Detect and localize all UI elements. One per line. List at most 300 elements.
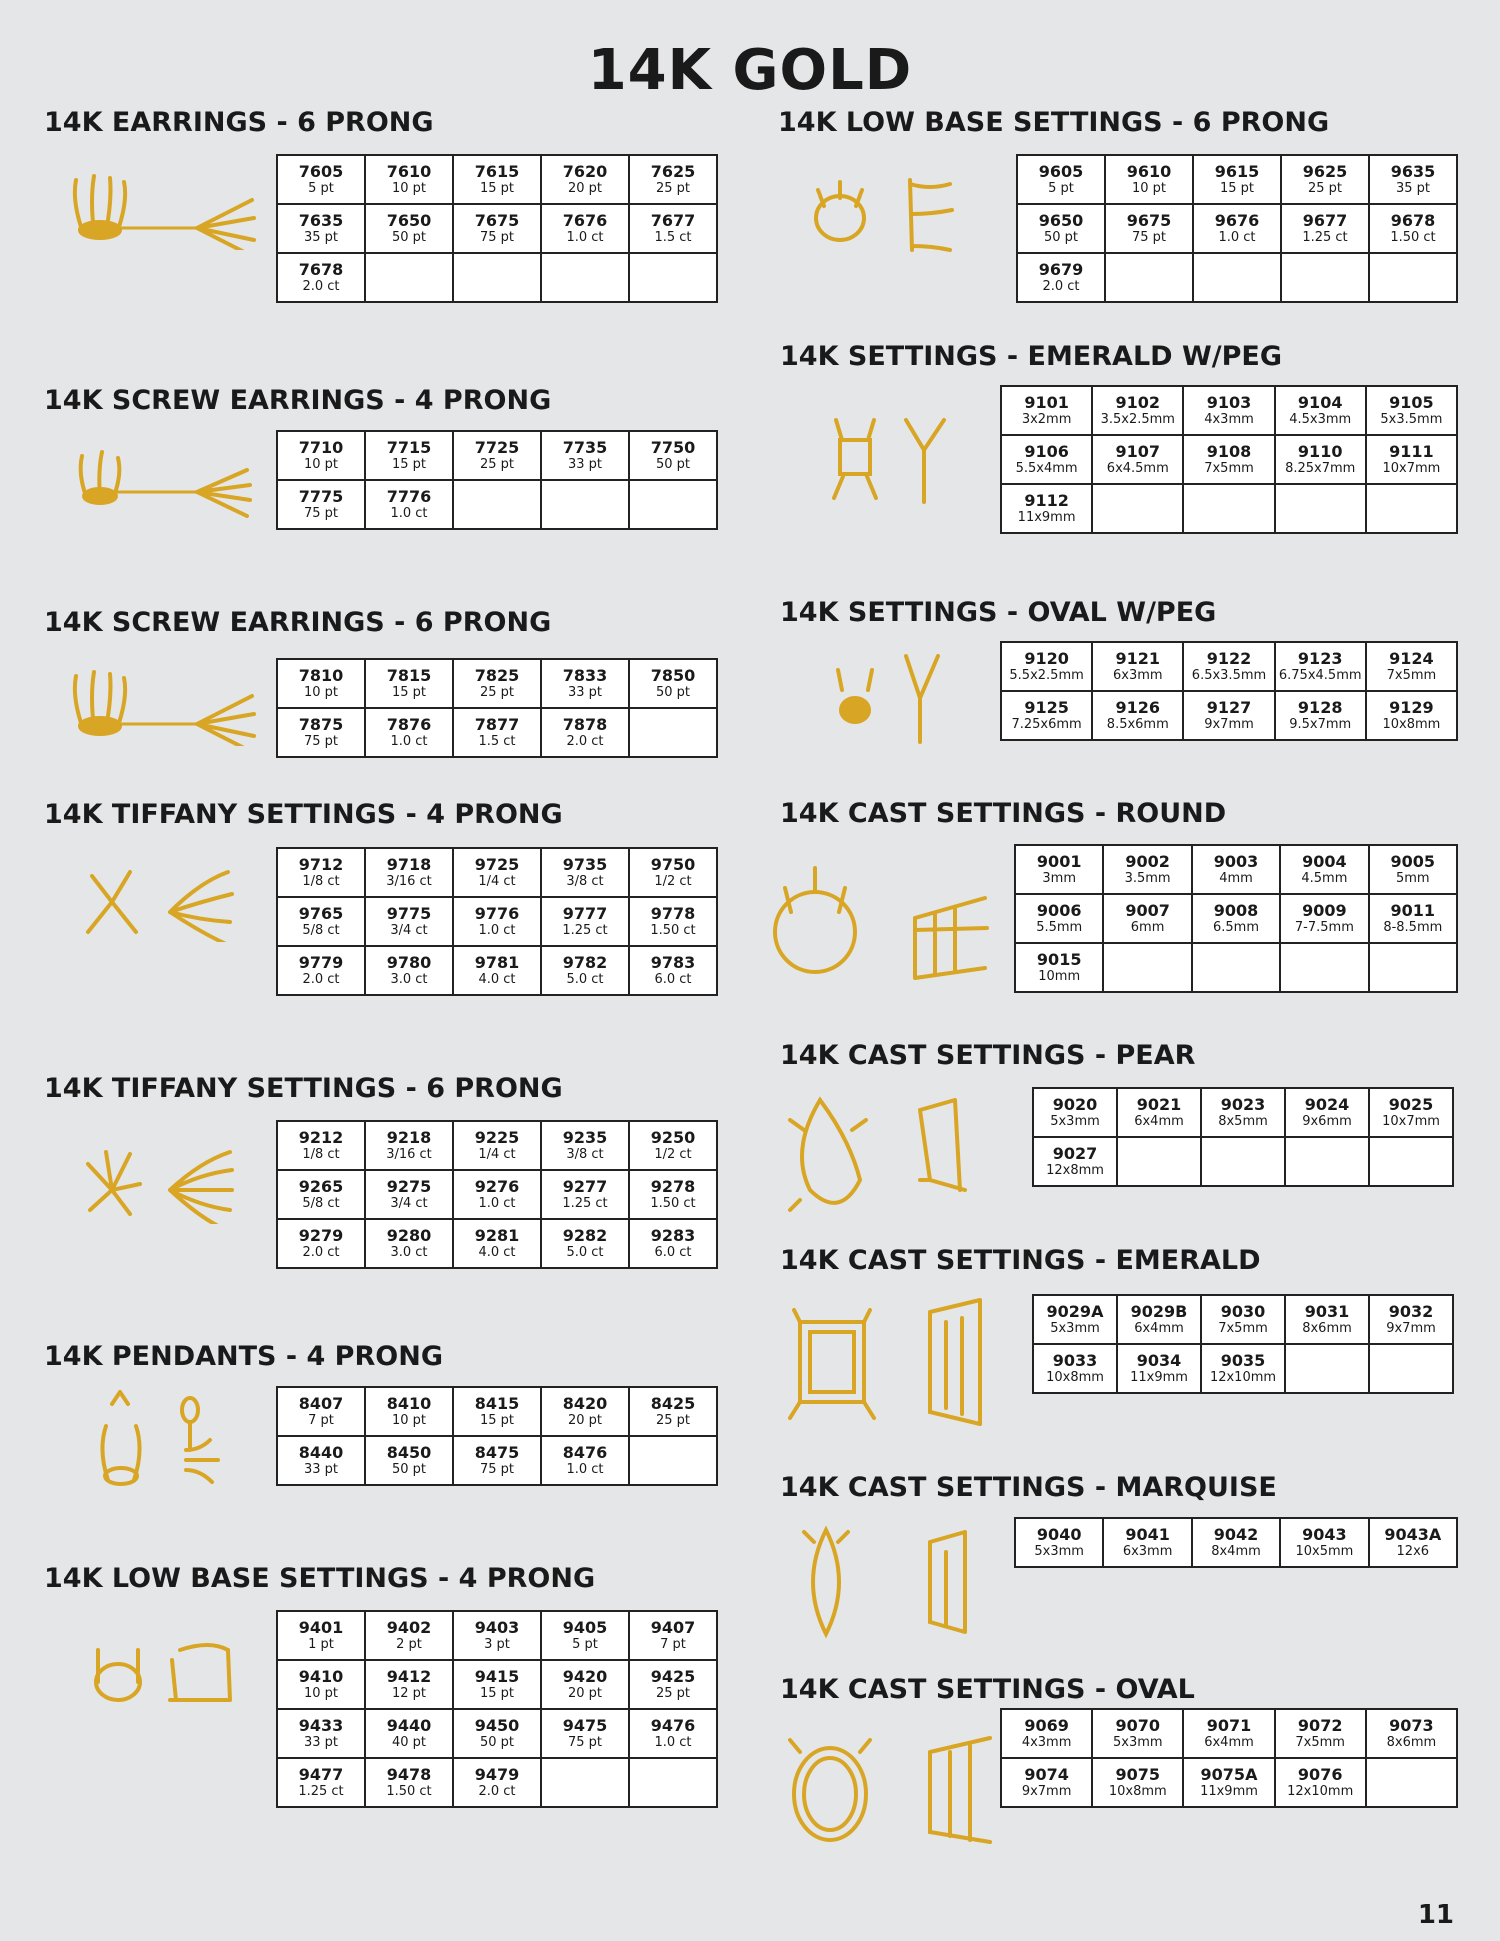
item-size: 8.25x7mm bbox=[1285, 461, 1356, 476]
product-cell bbox=[1002, 436, 1093, 485]
product-cell bbox=[366, 660, 454, 709]
product-cell bbox=[366, 709, 454, 758]
item-size: 20 pt bbox=[567, 1686, 603, 1701]
product-cell bbox=[1367, 692, 1458, 741]
product-cell bbox=[1104, 846, 1192, 895]
item-size: 75 pt bbox=[1131, 230, 1167, 245]
product-cell bbox=[1184, 436, 1275, 485]
empty-cell bbox=[542, 254, 630, 303]
section-title: 14K SETTINGS - EMERALD W/PEG bbox=[780, 341, 1282, 372]
item-number: 9712 bbox=[298, 855, 344, 874]
item-number: 8450 bbox=[386, 1443, 432, 1462]
item-number: 9128 bbox=[1297, 698, 1343, 717]
gold-setting-photo bbox=[790, 1522, 990, 1656]
section-title: 14K PENDANTS - 4 PRONG bbox=[44, 1341, 443, 1372]
gold-setting-photo bbox=[765, 858, 995, 1002]
item-number: 9425 bbox=[650, 1667, 696, 1686]
item-size: 3.5x2.5mm bbox=[1100, 412, 1175, 427]
product-cell bbox=[1016, 944, 1104, 993]
item-size: 9x7mm bbox=[1204, 717, 1254, 732]
empty-cell bbox=[1286, 1138, 1370, 1187]
product-cell bbox=[1281, 1519, 1369, 1568]
item-number: 9102 bbox=[1115, 393, 1161, 412]
item-size: 4.5x3mm bbox=[1289, 412, 1352, 427]
item-number: 9041 bbox=[1125, 1525, 1170, 1544]
item-size: 1/4 ct bbox=[478, 1147, 516, 1162]
product-cell bbox=[366, 1759, 454, 1808]
empty-cell bbox=[630, 1437, 718, 1486]
item-number: 9004 bbox=[1302, 852, 1347, 871]
item-size: 5.5x4mm bbox=[1015, 461, 1078, 476]
product-cell bbox=[630, 660, 718, 709]
item-number: 9110 bbox=[1297, 442, 1343, 461]
empty-cell bbox=[542, 1759, 630, 1808]
item-size: 10 pt bbox=[1131, 181, 1167, 196]
product-table bbox=[1000, 641, 1458, 741]
product-cell bbox=[454, 947, 542, 996]
item-size: 10x7mm bbox=[1382, 461, 1441, 476]
product-cell bbox=[630, 1388, 718, 1437]
item-size: 25 pt bbox=[1307, 181, 1343, 196]
item-number: 9282 bbox=[562, 1226, 608, 1245]
item-size: 2.0 ct bbox=[1042, 279, 1080, 294]
product-cell bbox=[1276, 387, 1367, 436]
item-number: 7735 bbox=[562, 438, 608, 457]
item-number: 7610 bbox=[386, 162, 432, 181]
item-size: 8x4mm bbox=[1211, 1544, 1261, 1559]
item-size: 5.5mm bbox=[1036, 920, 1083, 935]
item-size: 25 pt bbox=[655, 1413, 691, 1428]
product-cell bbox=[366, 1220, 454, 1269]
gold-setting-photo bbox=[780, 1292, 1000, 1436]
product-cell bbox=[366, 1388, 454, 1437]
product-cell bbox=[1276, 643, 1367, 692]
item-number: 9108 bbox=[1206, 442, 1252, 461]
item-size: 10 pt bbox=[391, 181, 427, 196]
item-size: 75 pt bbox=[479, 1462, 515, 1477]
product-cell bbox=[542, 849, 630, 898]
product-cell bbox=[1002, 643, 1093, 692]
section-title: 14K SCREW EARRINGS - 4 PRONG bbox=[44, 385, 552, 416]
product-cell bbox=[278, 1759, 366, 1808]
item-number: 9225 bbox=[474, 1128, 520, 1147]
item-size: 4.0 ct bbox=[478, 1245, 516, 1260]
item-number: 9781 bbox=[474, 953, 520, 972]
item-size: 6.5mm bbox=[1212, 920, 1259, 935]
product-cell bbox=[278, 947, 366, 996]
section-title: 14K CAST SETTINGS - MARQUISE bbox=[780, 1472, 1277, 1503]
item-size: 5x3.5mm bbox=[1380, 412, 1443, 427]
item-size: 7 pt bbox=[308, 1413, 334, 1428]
item-number: 9129 bbox=[1389, 698, 1434, 717]
item-size: 5x3mm bbox=[1050, 1114, 1100, 1129]
product-cell bbox=[542, 1437, 630, 1486]
gold-setting-photo bbox=[80, 862, 250, 946]
empty-cell bbox=[542, 481, 630, 530]
product-cell bbox=[454, 432, 542, 481]
gold-setting-photo bbox=[62, 440, 262, 524]
item-size: 5.5x2.5mm bbox=[1009, 668, 1084, 683]
item-number: 9121 bbox=[1115, 649, 1161, 668]
product-cell bbox=[1002, 387, 1093, 436]
item-size: 1.0 ct bbox=[478, 923, 516, 938]
item-number: 9410 bbox=[298, 1667, 344, 1686]
product-cell bbox=[366, 947, 454, 996]
item-size: 1.25 ct bbox=[562, 1196, 608, 1211]
product-cell bbox=[1093, 1759, 1184, 1808]
item-number: 9405 bbox=[562, 1618, 608, 1637]
item-size: 8x6mm bbox=[1386, 1735, 1437, 1750]
product-cell bbox=[454, 709, 542, 758]
product-cell bbox=[454, 1122, 542, 1171]
item-number: 8410 bbox=[386, 1394, 432, 1413]
item-number: 9450 bbox=[474, 1716, 520, 1735]
product-cell bbox=[1193, 895, 1281, 944]
product-cell bbox=[278, 1122, 366, 1171]
item-number: 7725 bbox=[474, 438, 520, 457]
item-size: 2 pt bbox=[396, 1637, 422, 1652]
item-size: 9x6mm bbox=[1302, 1114, 1352, 1129]
item-number: 9124 bbox=[1389, 649, 1434, 668]
item-number: 9023 bbox=[1220, 1095, 1266, 1114]
product-cell bbox=[542, 1220, 630, 1269]
item-number: 9007 bbox=[1125, 901, 1170, 920]
section-title: 14K SETTINGS - OVAL W/PEG bbox=[780, 597, 1217, 628]
item-number: 9030 bbox=[1220, 1302, 1266, 1321]
item-number: 9440 bbox=[386, 1716, 432, 1735]
item-size: 2.0 ct bbox=[302, 279, 340, 294]
item-size: 8x6mm bbox=[1302, 1321, 1352, 1336]
product-cell bbox=[278, 1437, 366, 1486]
item-size: 20 pt bbox=[567, 181, 603, 196]
item-size: 15 pt bbox=[479, 181, 515, 196]
item-number: 9107 bbox=[1115, 442, 1161, 461]
product-cell bbox=[1194, 205, 1282, 254]
item-size: 10mm bbox=[1038, 969, 1081, 984]
item-size: 7.25x6mm bbox=[1011, 717, 1082, 732]
item-number: 9212 bbox=[298, 1128, 344, 1147]
item-number: 9776 bbox=[474, 904, 520, 923]
product-cell bbox=[278, 660, 366, 709]
item-size: 5x3mm bbox=[1113, 1735, 1163, 1750]
product-cell bbox=[1370, 846, 1458, 895]
product-cell bbox=[366, 1612, 454, 1661]
item-number: 9101 bbox=[1024, 393, 1069, 412]
item-size: 1.25 ct bbox=[562, 923, 608, 938]
product-cell bbox=[1104, 895, 1192, 944]
item-size: 6x4.5mm bbox=[1106, 461, 1169, 476]
item-size: 1.0 ct bbox=[390, 734, 428, 749]
product-cell bbox=[454, 1437, 542, 1486]
product-cell bbox=[278, 156, 366, 205]
empty-cell bbox=[630, 709, 718, 758]
item-size: 4mm bbox=[1219, 871, 1253, 886]
item-size: 50 pt bbox=[655, 685, 691, 700]
item-number: 7875 bbox=[298, 715, 344, 734]
item-size: 3/8 ct bbox=[566, 1147, 604, 1162]
product-cell bbox=[278, 205, 366, 254]
item-number: 9032 bbox=[1388, 1302, 1434, 1321]
product-cell bbox=[1281, 895, 1369, 944]
product-cell bbox=[542, 898, 630, 947]
empty-cell bbox=[1202, 1138, 1286, 1187]
item-size: 15 pt bbox=[479, 1413, 515, 1428]
product-cell bbox=[1106, 205, 1194, 254]
item-number: 9024 bbox=[1304, 1095, 1350, 1114]
product-cell bbox=[1370, 1519, 1458, 1568]
item-size: 5/8 ct bbox=[302, 923, 340, 938]
product-cell bbox=[454, 1220, 542, 1269]
item-size: 5.0 ct bbox=[566, 972, 604, 987]
item-size: 1.0 ct bbox=[478, 1196, 516, 1211]
item-number: 7815 bbox=[386, 666, 432, 685]
item-number: 7750 bbox=[650, 438, 696, 457]
item-size: 6x3mm bbox=[1122, 1544, 1173, 1559]
product-cell bbox=[1093, 387, 1184, 436]
item-number: 9123 bbox=[1297, 649, 1343, 668]
item-size: 6.75x4.5mm bbox=[1278, 668, 1362, 683]
item-size: 10x5mm bbox=[1295, 1544, 1354, 1559]
item-size: 33 pt bbox=[567, 457, 603, 472]
item-size: 12x10mm bbox=[1209, 1370, 1277, 1385]
item-number: 7625 bbox=[650, 162, 696, 181]
item-number: 9218 bbox=[386, 1128, 432, 1147]
empty-cell bbox=[1184, 485, 1275, 534]
product-cell bbox=[630, 1661, 718, 1710]
item-number: 9635 bbox=[1390, 162, 1436, 181]
item-number: 9778 bbox=[650, 904, 696, 923]
product-cell bbox=[278, 709, 366, 758]
item-size: 40 pt bbox=[391, 1735, 427, 1750]
item-number: 7715 bbox=[386, 438, 432, 457]
item-size: 3/16 ct bbox=[386, 874, 432, 889]
product-cell bbox=[1034, 1345, 1118, 1394]
product-table bbox=[1016, 154, 1458, 303]
item-size: 5 pt bbox=[1048, 181, 1074, 196]
item-size: 3x2mm bbox=[1021, 412, 1072, 427]
item-number: 7850 bbox=[650, 666, 696, 685]
item-number: 9008 bbox=[1213, 901, 1259, 920]
item-size: 4x3mm bbox=[1204, 412, 1254, 427]
item-number: 9075A bbox=[1200, 1765, 1258, 1784]
item-number: 9725 bbox=[474, 855, 520, 874]
item-number: 9281 bbox=[474, 1226, 520, 1245]
product-cell bbox=[278, 481, 366, 530]
gold-setting-photo bbox=[62, 666, 262, 750]
item-number: 9678 bbox=[1390, 211, 1436, 230]
product-cell bbox=[1367, 1710, 1458, 1759]
gold-setting-photo bbox=[780, 1090, 980, 1224]
item-size: 35 pt bbox=[303, 230, 339, 245]
product-cell bbox=[630, 156, 718, 205]
product-cell bbox=[630, 1122, 718, 1171]
product-cell bbox=[454, 660, 542, 709]
product-cell bbox=[542, 432, 630, 481]
item-number: 9029A bbox=[1046, 1302, 1104, 1321]
item-number: 9034 bbox=[1136, 1351, 1182, 1370]
item-size: 3.0 ct bbox=[390, 1245, 428, 1260]
item-number: 9765 bbox=[298, 904, 344, 923]
product-table bbox=[276, 430, 718, 530]
item-size: 50 pt bbox=[655, 457, 691, 472]
item-size: 6x4mm bbox=[1134, 1321, 1184, 1336]
product-cell bbox=[1093, 692, 1184, 741]
product-cell bbox=[366, 849, 454, 898]
product-cell bbox=[630, 1710, 718, 1759]
item-size: 1.25 ct bbox=[1302, 230, 1348, 245]
product-cell bbox=[278, 1171, 366, 1220]
product-cell bbox=[1106, 156, 1194, 205]
item-number: 9031 bbox=[1304, 1302, 1350, 1321]
item-number: 9122 bbox=[1206, 649, 1252, 668]
product-cell bbox=[1276, 1710, 1367, 1759]
item-number: 7676 bbox=[562, 211, 608, 230]
item-number: 8440 bbox=[298, 1443, 344, 1462]
product-cell bbox=[1018, 205, 1106, 254]
product-cell bbox=[1194, 156, 1282, 205]
item-size: 4.5mm bbox=[1301, 871, 1348, 886]
item-number: 9782 bbox=[562, 953, 608, 972]
item-number: 9001 bbox=[1036, 852, 1082, 871]
empty-cell bbox=[1282, 254, 1370, 303]
section-title: 14K CAST SETTINGS - OVAL bbox=[780, 1674, 1195, 1705]
item-size: 2.0 ct bbox=[478, 1784, 516, 1799]
product-cell bbox=[1202, 1089, 1286, 1138]
item-size: 5.0 ct bbox=[566, 1245, 604, 1260]
product-cell bbox=[366, 1122, 454, 1171]
item-size: 11x9mm bbox=[1130, 1370, 1188, 1385]
product-cell bbox=[1367, 436, 1458, 485]
item-number: 9250 bbox=[650, 1128, 696, 1147]
product-cell bbox=[454, 205, 542, 254]
item-size: 10 pt bbox=[303, 457, 339, 472]
product-cell bbox=[454, 1661, 542, 1710]
item-number: 9027 bbox=[1052, 1144, 1098, 1163]
item-size: 1/8 ct bbox=[302, 874, 340, 889]
section-title: 14K TIFFANY SETTINGS - 4 PRONG bbox=[44, 799, 563, 830]
product-cell bbox=[454, 1759, 542, 1808]
item-size: 11x9mm bbox=[1017, 510, 1076, 525]
product-table bbox=[1000, 1708, 1458, 1808]
item-size: 1.50 ct bbox=[386, 1784, 432, 1799]
item-number: 9040 bbox=[1036, 1525, 1082, 1544]
item-number: 9126 bbox=[1115, 698, 1161, 717]
item-size: 10x7mm bbox=[1382, 1114, 1440, 1129]
item-number: 9111 bbox=[1389, 442, 1434, 461]
item-number: 9020 bbox=[1052, 1095, 1098, 1114]
item-size: 4.0 ct bbox=[478, 972, 516, 987]
item-number: 9735 bbox=[562, 855, 608, 874]
product-cell bbox=[366, 898, 454, 947]
item-number: 9650 bbox=[1038, 211, 1084, 230]
product-cell bbox=[366, 1171, 454, 1220]
item-size: 25 pt bbox=[655, 181, 691, 196]
item-number: 9283 bbox=[650, 1226, 696, 1245]
item-size: 7x5mm bbox=[1218, 1321, 1268, 1336]
item-size: 25 pt bbox=[479, 685, 515, 700]
product-cell bbox=[1118, 1296, 1202, 1345]
item-number: 9275 bbox=[386, 1177, 432, 1196]
item-size: 1/2 ct bbox=[654, 874, 692, 889]
product-cell bbox=[278, 898, 366, 947]
item-size: 6x3mm bbox=[1113, 668, 1163, 683]
product-table bbox=[276, 658, 718, 758]
product-cell bbox=[366, 156, 454, 205]
gold-setting-photo bbox=[820, 410, 970, 514]
item-size: 25 pt bbox=[479, 457, 515, 472]
item-size: 75 pt bbox=[303, 734, 339, 749]
product-cell bbox=[1184, 1710, 1275, 1759]
product-cell bbox=[542, 1122, 630, 1171]
product-cell bbox=[542, 1710, 630, 1759]
item-number: 9478 bbox=[386, 1765, 432, 1784]
item-size: 3.0 ct bbox=[390, 972, 428, 987]
empty-cell bbox=[1093, 485, 1184, 534]
item-size: 25 pt bbox=[655, 1686, 691, 1701]
section-title: 14K CAST SETTINGS - ROUND bbox=[780, 798, 1227, 829]
item-size: 6.0 ct bbox=[654, 972, 692, 987]
gold-setting-photo bbox=[90, 1390, 230, 1494]
product-cell bbox=[1093, 643, 1184, 692]
item-number: 9127 bbox=[1206, 698, 1252, 717]
product-cell bbox=[1367, 387, 1458, 436]
item-number: 9777 bbox=[562, 904, 608, 923]
item-size: 2.0 ct bbox=[302, 972, 340, 987]
product-cell bbox=[542, 1661, 630, 1710]
section-title: 14K SCREW EARRINGS - 6 PRONG bbox=[44, 607, 552, 638]
product-table bbox=[1014, 844, 1458, 993]
item-size: 1.0 ct bbox=[1218, 230, 1256, 245]
item-number: 9011 bbox=[1390, 901, 1436, 920]
product-cell bbox=[1370, 895, 1458, 944]
product-cell bbox=[1367, 643, 1458, 692]
item-size: 3.5mm bbox=[1124, 871, 1171, 886]
item-size: 9x7mm bbox=[1021, 1784, 1072, 1799]
item-size: 10x8mm bbox=[1108, 1784, 1167, 1799]
product-cell bbox=[1193, 1519, 1281, 1568]
product-cell bbox=[366, 432, 454, 481]
item-number: 9675 bbox=[1126, 211, 1172, 230]
empty-cell bbox=[454, 481, 542, 530]
item-number: 9072 bbox=[1297, 1716, 1343, 1735]
item-size: 1/2 ct bbox=[654, 1147, 692, 1162]
product-cell bbox=[1118, 1089, 1202, 1138]
item-number: 9605 bbox=[1038, 162, 1084, 181]
item-size: 50 pt bbox=[479, 1735, 515, 1750]
product-table bbox=[276, 154, 718, 303]
item-size: 1.50 ct bbox=[650, 1196, 696, 1211]
item-size: 1 pt bbox=[308, 1637, 334, 1652]
item-size: 11x9mm bbox=[1200, 1784, 1258, 1799]
item-number: 9071 bbox=[1206, 1716, 1252, 1735]
item-number: 9420 bbox=[562, 1667, 608, 1686]
product-table bbox=[1032, 1294, 1454, 1394]
empty-cell bbox=[630, 1759, 718, 1808]
section-title: 14K LOW BASE SETTINGS - 4 PRONG bbox=[44, 1563, 596, 1594]
item-size: 6mm bbox=[1130, 920, 1165, 935]
empty-cell bbox=[1106, 254, 1194, 303]
product-cell bbox=[542, 709, 630, 758]
product-cell bbox=[1184, 692, 1275, 741]
item-size: 5/8 ct bbox=[302, 1196, 340, 1211]
item-number: 9415 bbox=[474, 1667, 520, 1686]
product-cell bbox=[630, 1171, 718, 1220]
product-cell bbox=[278, 1388, 366, 1437]
item-size: 1.0 ct bbox=[654, 1735, 692, 1750]
item-number: 9043A bbox=[1384, 1525, 1442, 1544]
item-number: 9075 bbox=[1115, 1765, 1161, 1784]
product-cell bbox=[1276, 1759, 1367, 1808]
